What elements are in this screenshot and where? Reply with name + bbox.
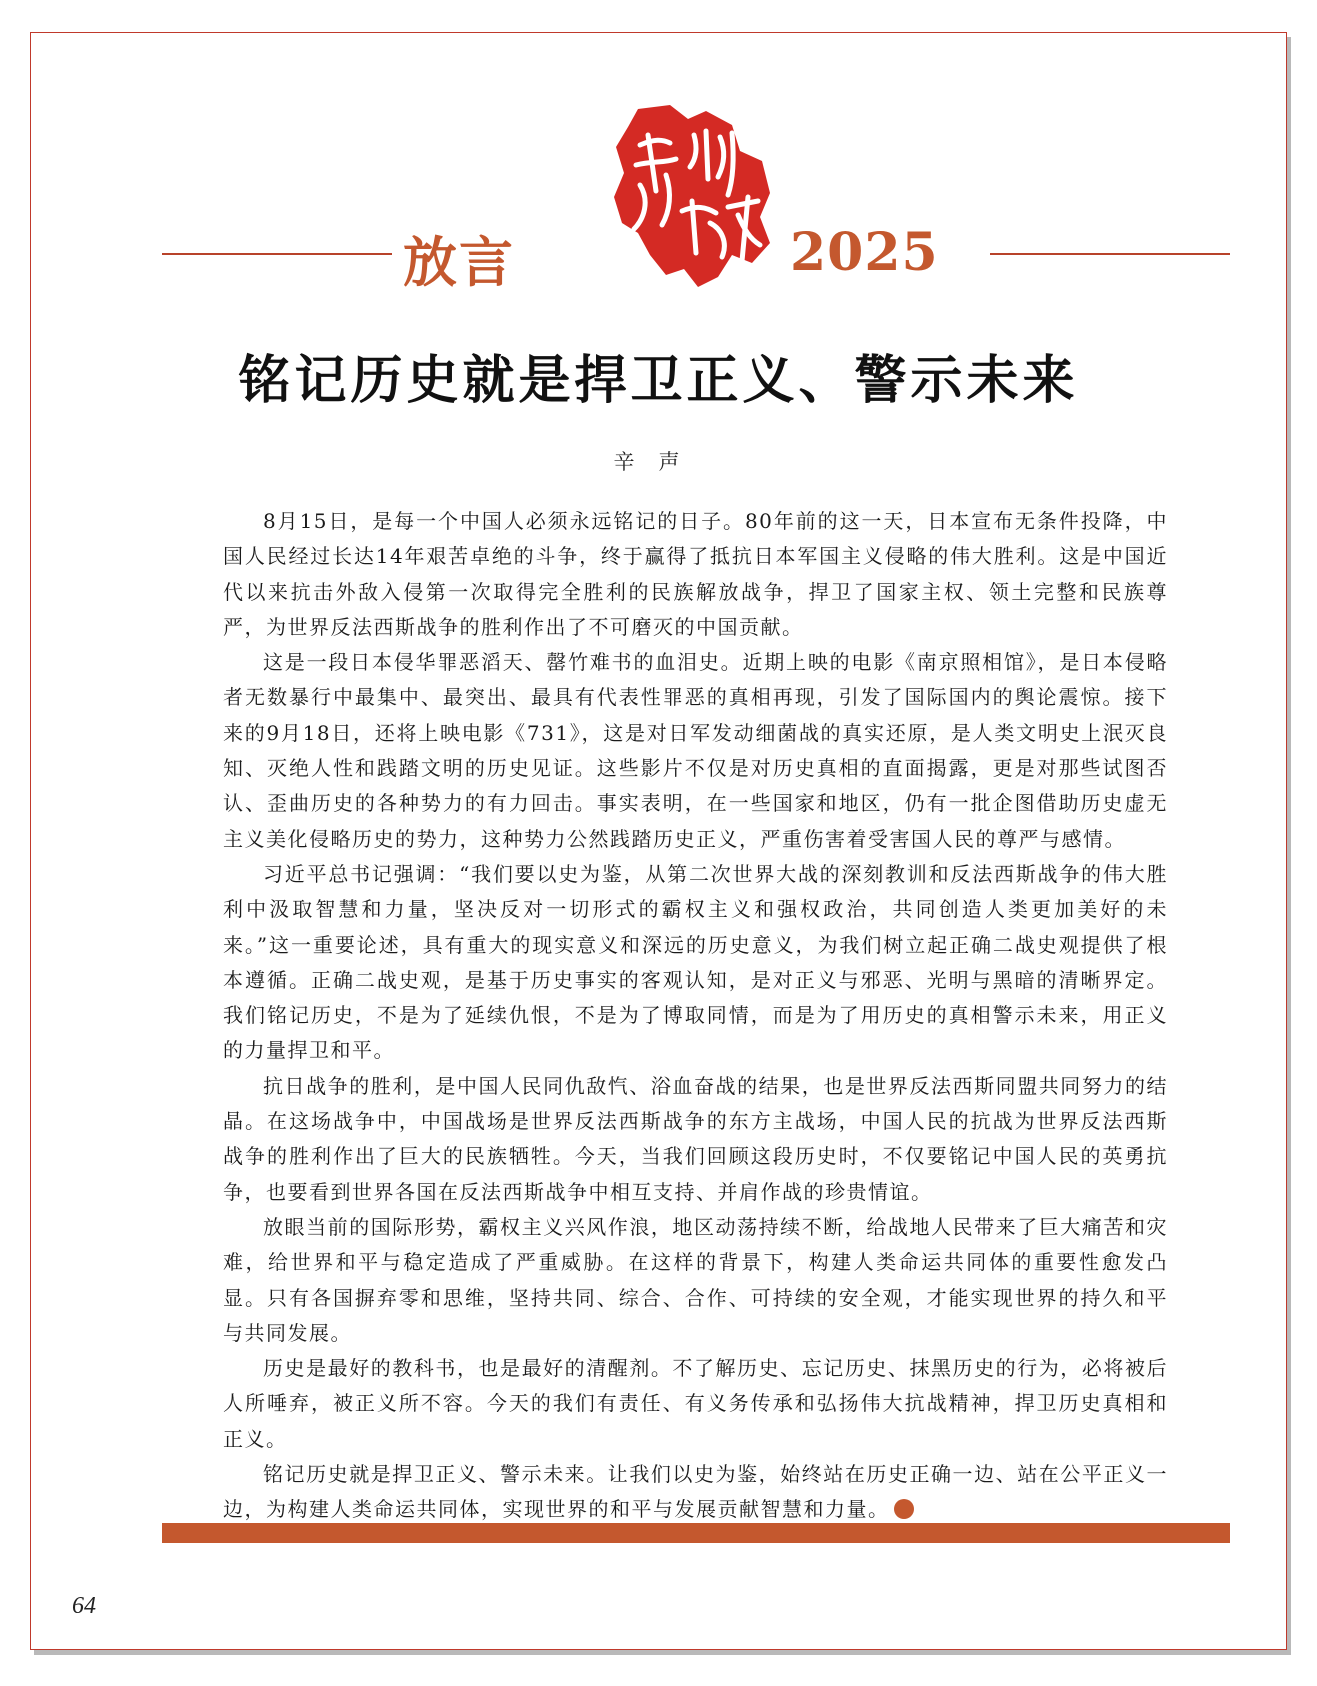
paragraph: 习近平总书记强调：“我们要以史为鉴，从第二次世界大战的深刻教训和反法西斯战争的伟大胜利中汲取智慧和力量，坚决反对一切形式的霸权主义和强权政治，共同创造人类更加美好的未来。”这一重要论述，具有重大的现实意义和深远的历史意义，为我们树立起正确二战史观提供了根本遵循。正确二战史观，是基于历史事实的客观认知，是对正义与邪恶、光明与黑暗的清晰界定。我们铭记历史，不是为了延续仇恨，不是为了博取同情，而是为了用历史的真相警示未来，用正义的力量捍卫和平。 — [223, 861, 1168, 1063]
column-label: 放言 — [403, 230, 515, 294]
paragraph-last — [223, 1457, 1168, 1528]
article-body — [223, 504, 1168, 1528]
paragraph: 放眼当前的国际形势，霸权主义兴风作浪，地区动荡持续不断，给战地人民带来了巨大痛苦和灾难，给世界和平与稳定造成了严重威胁。在这样的背景下，构建人类命运共同体的重要性愈发凸显。只有各国摒弃零和思维，坚持共同、综合、合作、可持续的安全观，才能实现世界的持久和平与共同发展。 — [223, 1214, 1168, 1345]
paragraph: 这是一段日本侵华罪恶滔天、罄竹难书的血泪史。近期上映的电影《南京照相馆》，是日本侵略者无数暴行中最集中、最突出、最具有代表性罪恶的真相再现，引发了国际国内的舆论震惊。接下来的9月18日，还将上映电影《731》，这是对日军发动细菌战的真实还原，是人类文明史上泯灭良知、灭绝人性和践踏文明的历史见证。这些影片不仅是对历史真相的直面揭露，更是对那些试图否认、歪曲历史的各种势力的有力回击。事实表明，在一些国家和地区，仍有一批企图借助历史虚无主义美化侵略历史的势力，这种势力公然践踏历史正义，严重伤害着受害国人民的尊严与感情。 — [223, 650, 1168, 851]
page-number: 64 — [72, 1593, 96, 1619]
xinxiang-pinglun-logo — [610, 105, 780, 290]
end-mark-icon — [894, 1499, 914, 1519]
header-rule-left — [162, 253, 392, 255]
paragraph: 抗日战争的胜利，是中国人民同仇敌忾、浴血奋战的结果，也是世界反法西斯同盟共同努力的结晶。在这场战争中，中国战场是世界反法西斯战争的东方主战场，中国人民的抗战为世界反法西斯战争的胜利作出了巨大的民族牺牲。今天，当我们回顾这段历史时，不仅要铭记中国人民的英勇抗争，也要看到世界各国在反法西斯战争中相互支持、并肩作战的珍贵情谊。 — [223, 1073, 1168, 1204]
paragraph: 8月15日，是每一个中国人必须永远铭记的日子。80年前的这一天，日本宣布无条件投降，中国人民经过长达14年艰苦卓绝的斗争，终于赢得了抵抗日本军国主义侵略的伟大胜利。这是中国近代以来抗击外敌入侵第一次取得完全胜利的民族解放战争，捍卫了国家主权、领土完整和民族尊严，为世界反法西斯战争的胜利作出了不可磨灭的中国贡献。 — [223, 509, 1168, 639]
column-year: 2025 — [790, 222, 939, 283]
paragraph: 历史是最好的教科书，也是最好的清醒剂。不了解历史、忘记历史、抹黑历史的行为，必将被后人所唾弃，被正义所不容。今天的我们有责任、有义务传承和弘扬伟大抗战精神，捍卫历史真相和正义。 — [223, 1356, 1168, 1451]
bottom-bar — [162, 1523, 1230, 1543]
paragraph-text: 铭记历史就是捍卫正义、警示未来。让我们以史为鉴，始终站在历史正确一边、站在公平正义一边，为构建人类命运共同体，实现世界的和平与发展贡献智慧和力量。 — [223, 1462, 1168, 1522]
article-author: 辛声 — [613, 450, 704, 474]
article-title: 铭记历史就是捍卫正义、警示未来 — [238, 350, 1079, 411]
header-rule-right — [990, 253, 1230, 255]
